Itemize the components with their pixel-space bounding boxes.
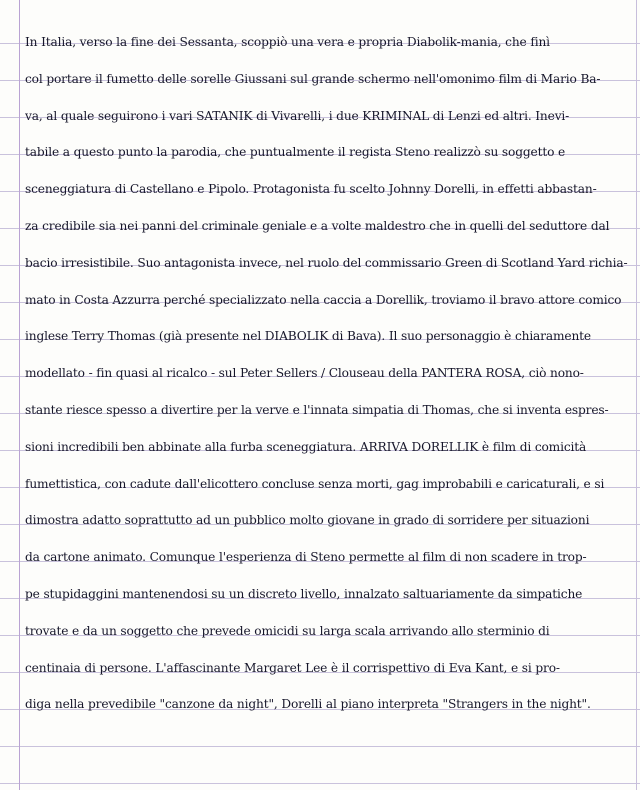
text-line: va, al quale seguirono i vari SATANIK di Vivarelli, i due KRIMINAL di Lenzi ed altri. Inevi- bbox=[25, 108, 570, 123]
handwritten-text bbox=[25, 24, 637, 723]
left-margin-rule bbox=[19, 0, 20, 790]
text-line: sioni incredibili ben abbinate alla furba sceneggiatura. ARRIVA DORELLIK è film di comicità bbox=[25, 439, 587, 454]
text-line: col portare il fumetto delle sorelle Giussani sul grande schermo nell'omonimo film di Mario Ba- bbox=[25, 71, 601, 86]
text-line: trovate e da un soggetto che prevede omicidi su larga scala arrivando allo sterminio di bbox=[25, 623, 550, 638]
text-line: tabile a questo punto la parodia, che puntualmente il regista Steno realizzò su soggetto e bbox=[25, 145, 566, 160]
text-line: In Italia, verso la fine dei Sessanta, scoppiò una vera e propria Diabolik-mania, che finì bbox=[25, 35, 550, 49]
text-line: inglese Terry Thomas (già presente nel DIABOLIK di Bava). Il suo personaggio è chiaramente bbox=[25, 329, 591, 344]
text-line: modellato - fin quasi al ricalco - sul Peter Sellers / Clouseau della PANTERA ROSA, ciò nono- bbox=[25, 366, 584, 381]
text-line: dimostra adatto soprattutto ad un pubblico molto giovane in grado di sorridere per situazioni bbox=[25, 513, 590, 528]
text-line: za credibile sia nei panni del criminale geniale e a volte maldestro che in quelli del seduttore dal bbox=[25, 218, 610, 233]
text-line: mato in Costa Azzurra perché specializzato nella caccia a Dorellik, troviamo il bravo attore comico bbox=[25, 292, 622, 307]
text-line: fumettistica, con cadute dall'elicottero concluse senza morti, gag improbabili e caricaturali, e si bbox=[25, 476, 605, 491]
text-line: pe stupidaggini mantenendosi su un discreto livello, innalzato saltuariamente da simpatiche bbox=[25, 586, 583, 601]
text-line: sceneggiatura di Castellano e Pipolo. Protagonista fu scelto Johnny Dorelli, in effetti abbastan- bbox=[25, 182, 597, 197]
text-line: da cartone animato. Comunque l'esperienza di Steno permette al film di non scadere in trop- bbox=[25, 550, 587, 565]
text-line: bacio irresistibile. Suo antagonista invece, nel ruolo del commissario Green di Scotland Yard richia- bbox=[25, 255, 628, 270]
text-line: diga nella prevedibile "canzone da night", Dorelli al piano interpreta "Strangers in the night". bbox=[25, 697, 591, 712]
text-line: centinaia di persone. L'affascinante Margaret Lee è il corrispettivo di Eva Kant, e si pro- bbox=[25, 660, 560, 675]
text-line: stante riesce spesso a divertire per la verve e l'innata simpatia di Thomas, che si inventa espres- bbox=[25, 402, 609, 417]
